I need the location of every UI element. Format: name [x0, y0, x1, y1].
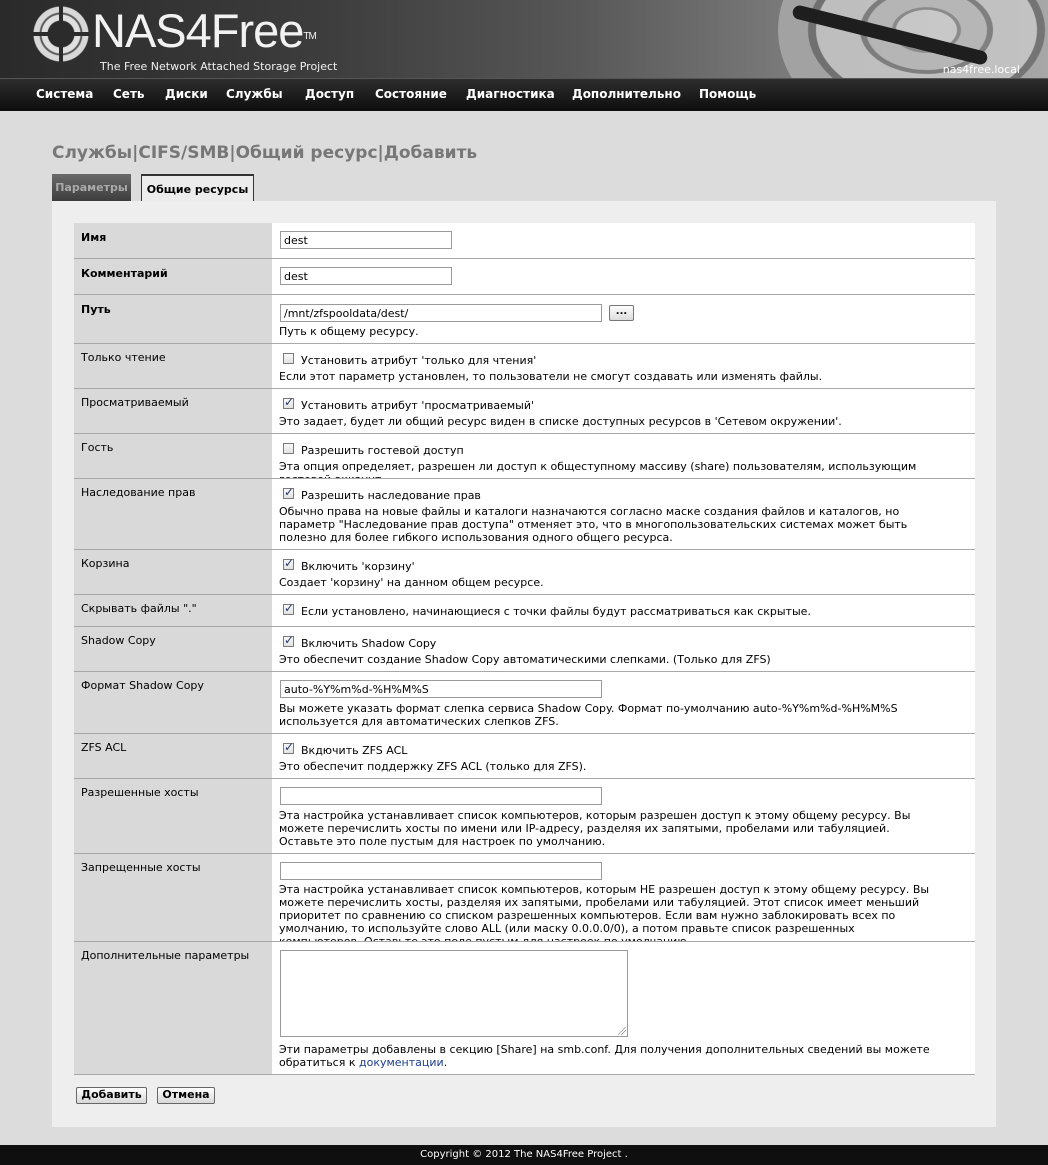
value-cell — [272, 595, 975, 627]
value-cell — [272, 223, 975, 259]
label-auxparam: Дополнительные параметры — [74, 942, 272, 1075]
form-row-inherit — [74, 479, 975, 550]
value-cell — [272, 434, 975, 479]
shadowformat-input[interactable]: auto-%Y%m%d-%H%M%S — [280, 680, 602, 698]
label-hidedot: Скрывать файлы "." — [74, 595, 272, 627]
menu-services[interactable]: Службы — [226, 87, 283, 101]
readonly-checkbox-label[interactable]: Установить атрибут 'только для чтения' — [301, 354, 537, 367]
label-hostsallow: Разрешенные хосты — [74, 779, 272, 854]
main-menu — [0, 78, 1048, 111]
form-row-name — [74, 223, 975, 259]
value-cell — [272, 734, 975, 779]
recycle-checkbox-label[interactable]: Включить 'корзину' — [301, 560, 415, 573]
hostsdeny-hint: Эта настройка устанавливает список компьютеров, которым НЕ разрешен доступ к этому общему ресурсу. Вы можете перечислить хосты, разделяя их запятыми, пробелами или табуляцией. Этот список имеет меньший приоритет по сравнению со списком разрешенных компьютеров. Если вам нужно заблокировать всех по умолчанию, то используйте слово ALL (или маску 0.0.0.0/0), а потом правьте список разрешенных — [279, 883, 930, 935]
logo-tagline: The Free Network Attached Storage Project — [100, 60, 338, 73]
comment-input[interactable]: dest — [280, 267, 452, 285]
shadowformat-hint: Вы можете указать формат слепка сервиса Shadow Copy. Формат по-умолчанию auto-%Y%m%d-%H%M%S используется для автоматических слепков ZFS. — [279, 702, 898, 728]
value-cell — [272, 259, 975, 295]
auxparam-textarea[interactable] — [280, 950, 628, 1037]
inherit-checkbox-label[interactable]: Разрешить наследование прав — [301, 489, 481, 502]
form-row-shadowformat — [74, 672, 975, 734]
form-row-recycle — [74, 550, 975, 595]
logo-wordmark: NAS4Free — [92, 4, 304, 57]
menu-advanced[interactable]: Дополнительно — [572, 87, 681, 101]
documentation-link[interactable]: документации — [359, 1056, 444, 1069]
hostsallow-input[interactable] — [280, 787, 602, 805]
form-row-hidedot — [74, 595, 975, 627]
auxparam-hint — [279, 1043, 939, 1069]
hidedot-checkbox-label[interactable]: Если установлено, начинающиеся с точки файлы будут рассматриваться как скрытые. — [301, 605, 811, 618]
label-shadowformat: Формат Shadow Copy — [74, 672, 272, 734]
inherit-checkbox[interactable] — [283, 488, 294, 499]
resize-grip-icon[interactable] — [618, 1027, 626, 1035]
tab-parameters[interactable]: Параметры — [52, 174, 131, 201]
label-hostsdeny: Запрещенные хосты — [74, 854, 272, 942]
recycle-checkbox[interactable] — [283, 559, 294, 570]
path-input[interactable]: /mnt/zfspooldata/dest/ — [280, 304, 602, 322]
logo-text — [92, 6, 316, 56]
value-cell — [272, 295, 975, 344]
form-row-browseable — [74, 389, 975, 434]
readonly-hint: Если этот параметр установлен, то пользователи не смогут создавать или изменять файлы. — [279, 370, 823, 383]
zfsacl-checkbox-label[interactable]: Вкдючить ZFS ACL — [301, 744, 408, 757]
hostsallow-hint: Эта настройка устанавливает список компьютеров, которым разрешен доступ к этому общему ресурсу. Вы можете перечислить хосты по имени или IP-адресу, разделяя их запятыми, пробелами или табуляцией. Оставьте это поле пустым для настроек по умолчанию. — [279, 809, 911, 848]
hidedot-checkbox[interactable] — [283, 604, 294, 615]
menu-network[interactable]: Сеть — [113, 87, 145, 101]
content-panel — [52, 201, 996, 1127]
auxparam-hint-text: Эти параметры добавлены в секцию [Share] на smb.conf. Для получения дополнительных сведений вы можете обратиться к — [279, 1043, 930, 1069]
menu-system[interactable]: Система — [36, 87, 94, 101]
label-path: Путь — [74, 295, 272, 344]
tab-shares[interactable]: Общие ресурсы — [141, 174, 254, 202]
menu-disks[interactable]: Диски — [165, 87, 208, 101]
label-readonly: Только чтение — [74, 344, 272, 389]
name-input[interactable]: dest — [280, 231, 452, 249]
page-title: Службы|CIFS/SMB|Общий ресурс|Добавить — [52, 143, 478, 163]
add-button[interactable]: Добавить — [76, 1087, 147, 1104]
value-cell — [272, 479, 975, 550]
guest-checkbox-label[interactable]: Разрешить гостевой доступ — [301, 444, 464, 457]
value-cell — [272, 854, 975, 942]
menu-help[interactable]: Помощь — [699, 87, 757, 101]
form-row-hostsallow — [74, 779, 975, 854]
form-row-path — [74, 295, 975, 344]
browseable-checkbox-label[interactable]: Установить атрибут 'просматриваемый' — [301, 399, 535, 412]
label-inherit: Наследование прав — [74, 479, 272, 550]
menu-status[interactable]: Состояние — [375, 87, 447, 101]
label-guest: Гость — [74, 434, 272, 479]
zfsacl-hint: Это обеспечит поддержку ZFS ACL (только для ZFS). — [279, 760, 587, 773]
value-cell — [272, 627, 975, 672]
shadowcopy-checkbox-label[interactable]: Включить Shadow Copy — [301, 637, 437, 650]
footer-copyright: Copyright © 2012 The NAS4Free Project . — [0, 1145, 1048, 1165]
value-cell — [272, 672, 975, 734]
path-hint: Путь к общему ресурсу. — [279, 325, 419, 338]
label-zfsacl: ZFS ACL — [74, 734, 272, 779]
hostname: nas4free.local — [942, 63, 1020, 76]
hostsdeny-input[interactable] — [280, 862, 602, 880]
menu-access[interactable]: Доступ — [305, 87, 355, 101]
form-row-shadowcopy — [74, 627, 975, 672]
value-cell — [272, 779, 975, 854]
label-recycle: Корзина — [74, 550, 272, 595]
row-divider — [74, 1074, 975, 1075]
label-shadowcopy: Shadow Copy — [74, 627, 272, 672]
inherit-hint: Обычно права на новые файлы и каталоги назначаются согласно маске создания файлов и каталогов, но параметр "Наследование прав доступа" отменяет это, что в многопользовательских системах может быть полезно для более гибкого использования одного общего ресурса. — [279, 505, 908, 544]
shadowcopy-hint: Это обеспечит создание Shadow Copy автоматическими слепками. (Только для ZFS) — [279, 653, 771, 666]
readonly-checkbox[interactable] — [283, 353, 294, 364]
shadowcopy-checkbox[interactable] — [283, 636, 294, 647]
label-name: Имя — [74, 223, 272, 259]
trademark-mark: TM — [303, 31, 316, 42]
value-cell — [272, 389, 975, 434]
form-row-hostsdeny — [74, 854, 975, 942]
value-cell — [272, 942, 975, 1075]
form-row-comment — [74, 259, 975, 295]
label-comment: Комментарий — [74, 259, 272, 295]
guest-checkbox[interactable] — [283, 443, 294, 454]
recycle-hint: Создает 'корзину' на данном общем ресурсе. — [279, 576, 544, 589]
label-browseable: Просматриваемый — [74, 389, 272, 434]
cancel-button[interactable]: Отмена — [157, 1087, 215, 1104]
form-row-auxparam — [74, 942, 975, 1075]
form-row-guest — [74, 434, 975, 479]
header — [0, 0, 1048, 78]
logo-icon — [33, 6, 89, 62]
browse-button[interactable]: ... — [609, 305, 634, 321]
zfsacl-checkbox[interactable] — [283, 743, 294, 754]
form-row-zfsacl — [74, 734, 975, 779]
form-row-readonly — [74, 344, 975, 389]
value-cell — [272, 344, 975, 389]
auxparam-hint-end: . — [443, 1056, 448, 1069]
browseable-checkbox[interactable] — [283, 398, 294, 409]
browseable-hint: Это задает, будет ли общий ресурс виден в списке доступных ресурсов в 'Сетевом окружении'. — [279, 415, 842, 428]
menu-diagnostics[interactable]: Диагностика — [466, 87, 555, 101]
value-cell — [272, 550, 975, 595]
guest-hint: Эта опция определяет, разрешен ли доступ к общеступному массиву (share) пользователям, использующим — [279, 460, 917, 473]
